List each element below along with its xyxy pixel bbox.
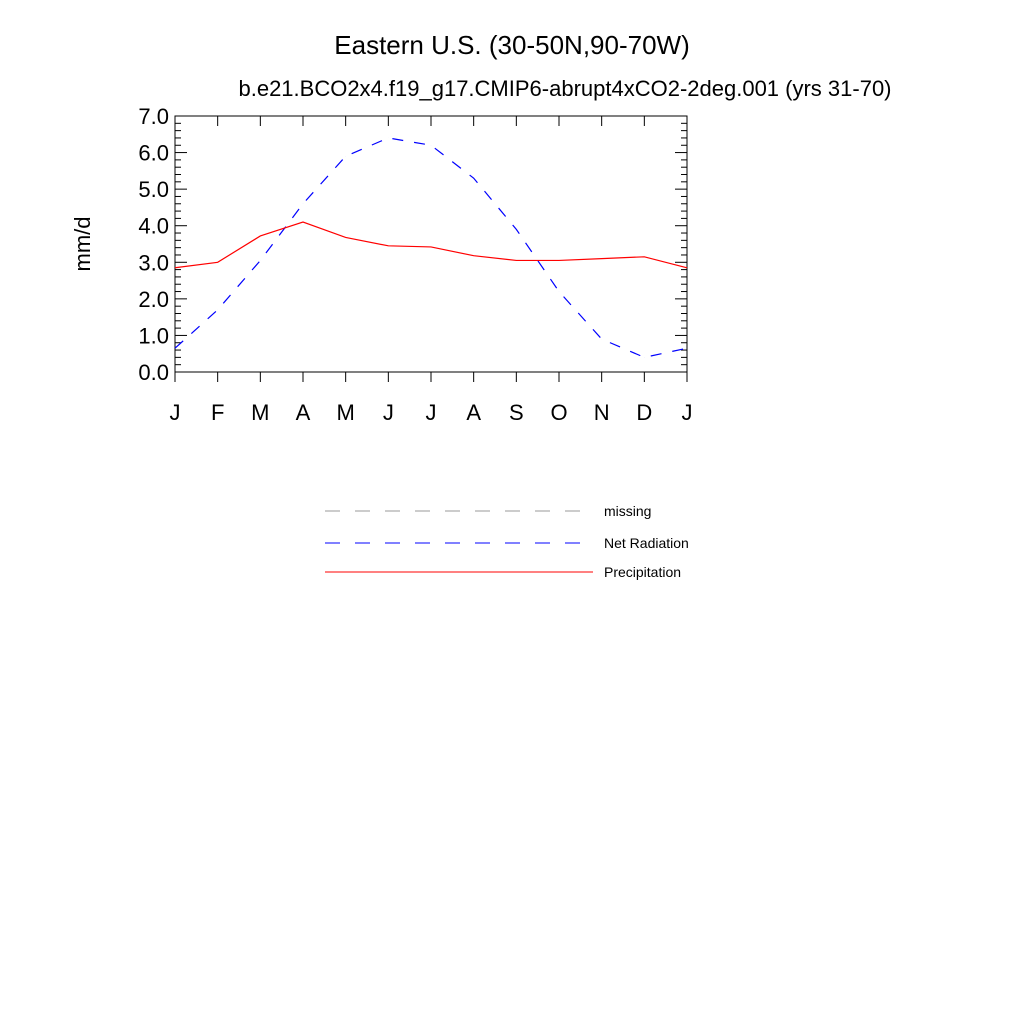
y-tick-label: 3.0 [138,250,169,276]
y-axis-label: mm/d [70,216,95,272]
legend-label: Net Radiation [604,535,689,551]
series-group [175,138,687,358]
y-tick-label: 2.0 [138,286,169,312]
legend-label: missing [604,503,652,519]
legend-label: Precipitation [604,564,682,580]
series-line-precipitation [175,222,687,268]
y-tick-label: 6.0 [138,140,169,166]
y-tick-label: 4.0 [138,213,169,239]
x-tick-label: N [593,400,610,425]
series-line-net-radiation [175,138,687,357]
x-tick-label: A [295,400,311,425]
plot-frame [175,116,687,372]
x-tick-label: M [251,400,270,425]
y-tick-label: 7.0 [138,104,169,129]
legend [325,503,689,580]
x-tick-label: J [169,400,181,425]
x-tick-label: A [466,400,482,425]
x-tick-label: J [382,400,394,425]
y-tick-label: 1.0 [138,323,169,349]
x-tick-label: M [336,400,355,425]
x-tick-label: O [550,400,568,425]
chart-subtitle: b.e21.BCO2x4.f19_g17.CMIP6-abrupt4xCO2-2deg.001 (yrs 31-70) [238,76,892,101]
y-tick-label: 5.0 [138,177,169,203]
x-tick-label: S [508,400,524,425]
x-tick-label: F [210,400,225,425]
chart-title: Eastern U.S. (30-50N,90-70W) [334,30,690,60]
x-tick-label: D [636,400,653,425]
x-tick-label: J [681,400,693,425]
y-tick-label: 0.0 [138,360,169,385]
axes [138,104,692,425]
x-tick-label: J [425,400,437,425]
